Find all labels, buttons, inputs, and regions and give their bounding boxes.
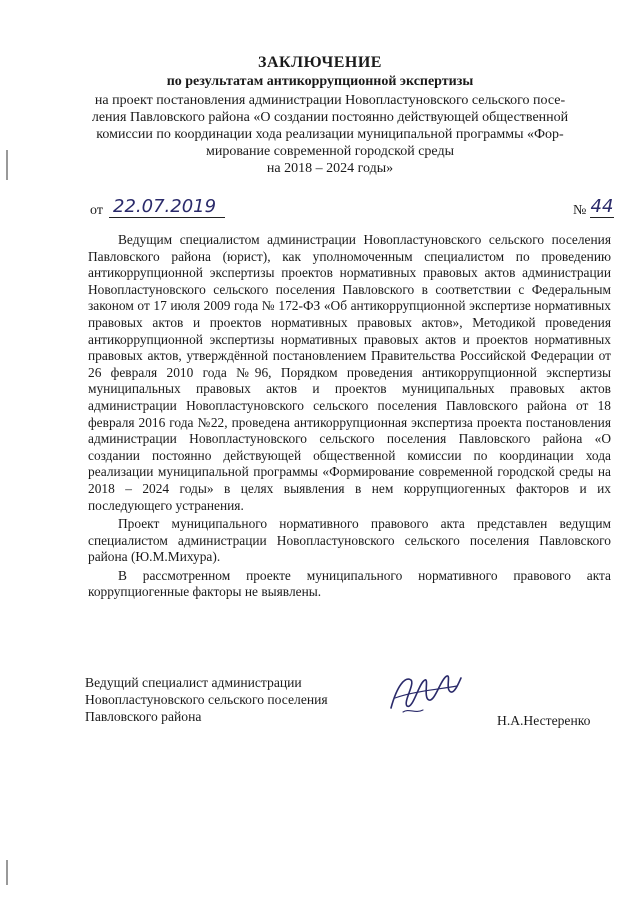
handwritten-signature bbox=[385, 668, 465, 718]
body-paragraph: Проект муниципального нормативного правового акта представлен ведущим специалистом администрации Новопластуновского сельского поселения Павловского района (Ю.М.Михура). bbox=[88, 516, 611, 565]
scan-edge-mark bbox=[6, 860, 8, 885]
date-number-row bbox=[90, 198, 615, 224]
document-body bbox=[88, 232, 611, 603]
body-paragraph: Ведущим специалистом администрации Новопластуновского сельского поселения Павловского района (юрист), как уполномоченным специалистом по проведению антикоррупционной экспертизы проектов нормативных правовых актов администрации Новопластуновского сельского поселения Павловского в соответствии с Федеральным законом от 17 июля 2009 года № 172-ФЗ «Об антикоррупционной экспертизе нормативных правовых актов и проектов нормативных правовых актов», Методикой проведения антикоррупционной экспертизы нормативных правовых актов и проектов нормативных правовых актов, утверждённой постановлением Правительства Российской Федерации от 26 февраля 2010 года №96, Порядком проведения антикоррупционной экспертизы муниципальных правовых актов и проектов муниципальных правовых актов администрации Новопластуновского сельского поселения Павловского района от 18 февраля 2016 года №22, проведена антикоррупционная экспертиза проекта постановления администрации Новопластуновского сельского поселения Павловского района «О создании постоянно действующей общественной комиссии по координации хода реализации муниципальной программы «Формирование современной городской среды на 2018 – 2024 годы» в целях выявления в нем коррупциогенных факторов и их последующего устранения. bbox=[88, 232, 611, 513]
body-paragraph: В рассмотренном проекте муниципального нормативного правового акта коррупциогенные факторы не выявлены. bbox=[88, 567, 611, 600]
date-label: от bbox=[90, 203, 103, 218]
document-title: ЗАКЛЮЧЕНИЕ bbox=[258, 54, 382, 71]
position-line: Новопластуновского сельского поселения bbox=[85, 692, 328, 707]
document-subtitle: по результатам антикоррупционной экспертизы bbox=[166, 74, 474, 89]
handwritten-number: 44 bbox=[590, 196, 614, 217]
document-subject bbox=[80, 92, 580, 177]
signatory-position bbox=[85, 674, 328, 725]
signature-block bbox=[85, 674, 615, 734]
subject-line: комиссии по координации хода реализации муниципальной программы «Фор- bbox=[96, 127, 564, 142]
subject-line: на проект постановления администрации Новопластуновского сельского посе- bbox=[94, 93, 566, 108]
position-line: Ведущий специалист администрации bbox=[85, 675, 302, 690]
handwritten-date: 22.07.2019 bbox=[109, 196, 225, 218]
subject-line: ления Павловского района «О создании постоянно действующей общественной bbox=[91, 110, 569, 125]
position-line: Павловского района bbox=[85, 709, 202, 724]
subject-line: на 2018 – 2024 годы» bbox=[266, 161, 394, 176]
signatory-name: Н.А.Нестеренко bbox=[497, 713, 591, 728]
number-label: № bbox=[573, 203, 587, 218]
scan-edge-mark bbox=[6, 150, 8, 180]
subject-line: мирование современной городской среды bbox=[206, 144, 454, 159]
document-heading bbox=[80, 54, 560, 90]
